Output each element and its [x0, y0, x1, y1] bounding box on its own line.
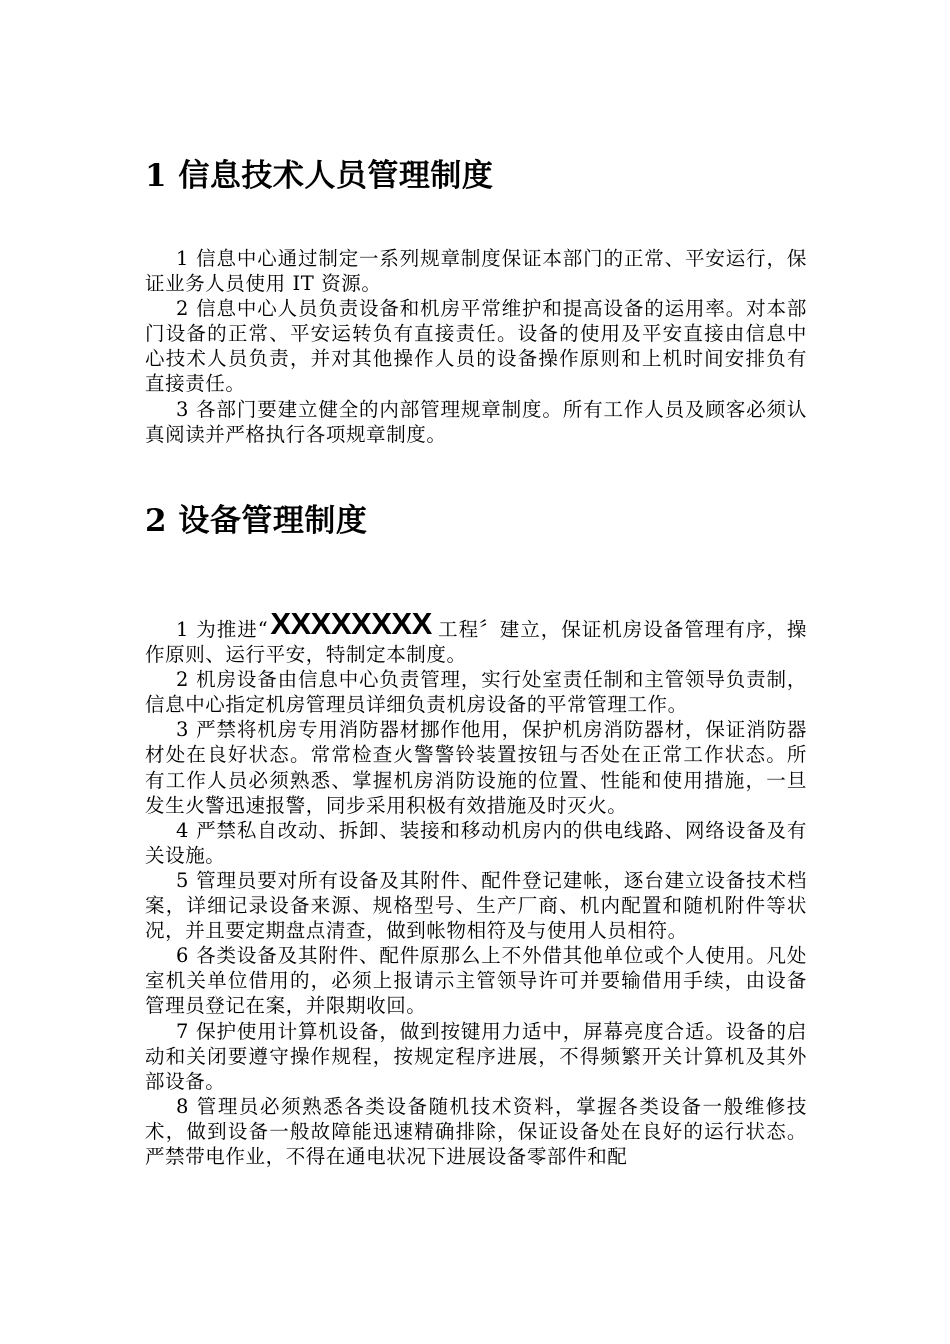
section-2-paragraph-4: 4 严禁私自改动、拆卸、装接和移动机房内的供电线路、网络设备及有关设施。 — [145, 818, 807, 867]
section-2-paragraph-6: 6 各类设备及其附件、配件原那么上不外借其他单位或个人使用。凡处室机关单位借用的，必须上报请示主管领导许可并要输借用手续，由设备管理员登记在案，并限期收回。 — [145, 944, 807, 1018]
section-2-paragraph-1 — [145, 606, 807, 667]
section-2-paragraph-3: 3 严禁将机房专用消防器材挪作他用，保护机房消防器材，保证消防器材处在良好状态。常常检查火警警铃装置按钮与否处在正常工作状态。所有工作人员必须熟悉、掌握机房消防设施的位置、性能和使用措施，一旦发生火警迅速报警，同步采用积极有效措施及时灭火。 — [145, 718, 807, 817]
section-1-paragraph-3: 3 各部门要建立健全的内部管理规章制度。所有工作人员及顾客必须认真阅读并严格执行各项规章制度。 — [145, 397, 807, 446]
project-name-placeholder: XXXXXXXX — [270, 606, 432, 641]
paragraph-text-after-placeholder: 工程〞建立，保证机房设备管理有序，操作原则、运行平安，特制定本制度。 — [145, 618, 807, 667]
section-2-heading: 2 设备管理制度 — [145, 503, 368, 539]
section-2-paragraph-8: 8 管理员必须熟悉各类设备随机技术资料，掌握各类设备一般维修技术，做到设备一般故障能迅速精确排除，保证设备处在良好的运行状态。严禁带电作业，不得在通电状况下进展设备零部件和配 — [145, 1094, 807, 1168]
section-2-paragraph-2: 2 机房设备由信息中心负责管理，实行处室责任制和主管领导负责制，信息中心指定机房管理员详细负责机房设备的平常管理工作。 — [145, 668, 807, 717]
section-2-paragraph-5: 5 管理员要对所有设备及其附件、配件登记建帐，逐台建立设备技术档案，详细记录设备来源、规格型号、生产厂商、机内配置和随机附件等状况，并且要定期盘点清查，做到帐物相符及与使用人员相符。 — [145, 868, 807, 943]
section-1-body — [145, 246, 807, 447]
section-2-paragraph-7: 7 保护使用计算机设备，做到按键用力适中，屏幕亮度合适。设备的启动和关闭要遵守操作规程，按规定程序进展，不得频繁开关计算机及其外部设备。 — [145, 1019, 807, 1093]
section-1-heading: 1 信息技术人员管理制度 — [145, 158, 494, 194]
paragraph-text-before-placeholder: 1 为推进“ — [176, 618, 269, 641]
section-1-paragraph-2: 2 信息中心人员负责设备和机房平常维护和提高设备的运用率。对本部门设备的正常、平安运转负有直接责任。设备的使用及平安直接由信息中心技术人员负责，并对其他操作人员的设备操作原则和上机时间安排负有直接责任。 — [145, 297, 807, 396]
section-2-body — [145, 606, 807, 1169]
section-1-paragraph-1: 1 信息中心通过制定一系列规章制度保证本部门的正常、平安运行，保证业务人员使用 IT 资源。 — [145, 247, 807, 296]
